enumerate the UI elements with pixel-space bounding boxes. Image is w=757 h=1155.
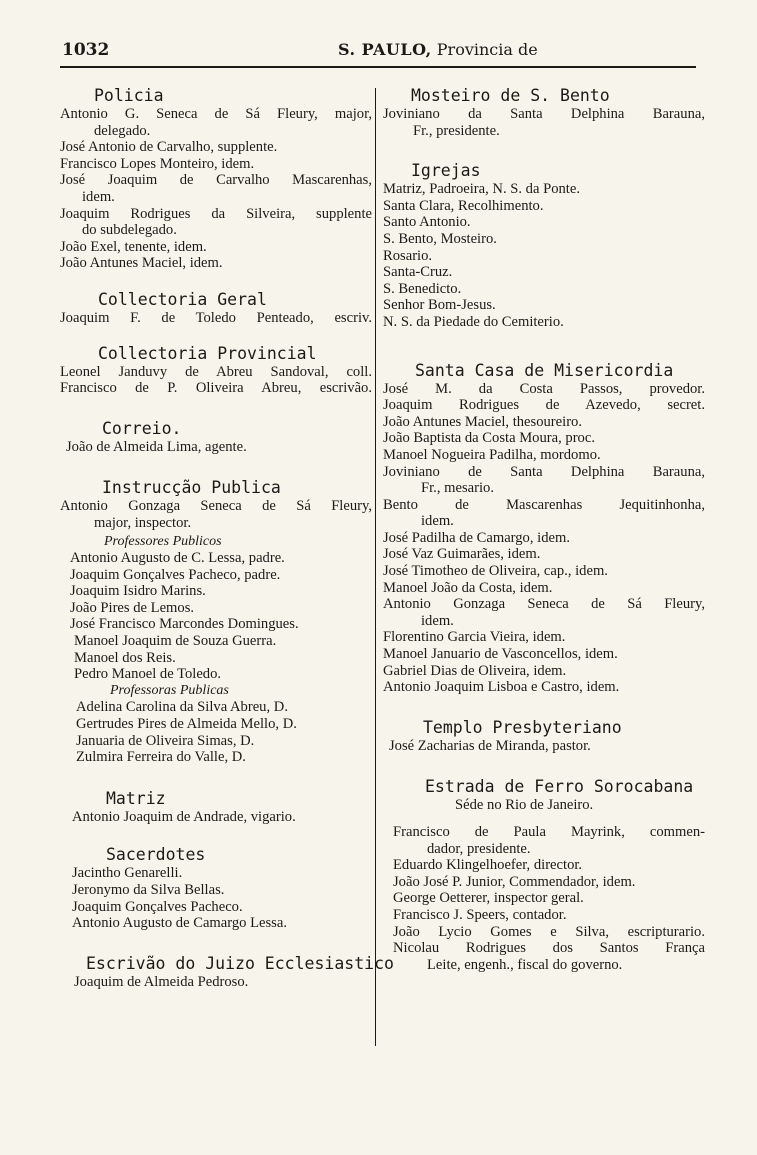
entry-line: Joaquim F. de Toledo Penteado, escriv.: [60, 309, 372, 326]
section-title: Instrucção Publica: [102, 478, 281, 498]
section-matriz: [60, 789, 372, 826]
entry-line: Santa-Cruz.: [383, 264, 453, 281]
entry-line: idem.: [82, 188, 115, 205]
entry-line: José Timotheo de Oliveira, cap., idem.: [383, 563, 608, 580]
section-title: Santa Casa de Misericordia: [415, 360, 674, 380]
section-santa-casa: [383, 361, 705, 696]
section-title: Templo Presbyteriano: [423, 717, 622, 737]
entry-line: N. S. da Piedade do Cemiterio.: [383, 313, 564, 330]
section-title: Mosteiro de S. Bento: [411, 86, 610, 105]
entry-line: João Baptista da Costa Moura, proc.: [383, 430, 595, 447]
entry-line: S. Benedicto.: [383, 280, 462, 297]
entry-line: George Oetterer, inspector geral.: [393, 890, 584, 907]
entry-line: Pedro Manoel de Toledo.: [74, 666, 222, 683]
section-title: Sacerdotes: [106, 845, 206, 865]
entry-line: S. Bento, Mosteiro.: [383, 230, 497, 247]
entry-line: Joaquim Gonçalves Pacheco, padre.: [70, 566, 281, 583]
entry-line: Séde no Rio de Janeiro.: [455, 797, 594, 814]
section-escrivao: [60, 953, 394, 991]
entry-line: Manoel Januario de Vasconcellos, idem.: [383, 646, 618, 663]
right-column: [383, 86, 705, 973]
section-mosteiro: [383, 86, 705, 139]
entry-line: major, inspector.: [94, 514, 192, 531]
section-title: Matriz: [106, 788, 166, 808]
entry-line: Antonio Joaquim Lisboa e Castro, idem.: [383, 679, 620, 696]
entry-line: João Exel, tenente, idem.: [60, 238, 207, 255]
entry-line: Zulmira Ferreira do Valle, D.: [76, 749, 246, 766]
entry-line: João de Almeida Lima, agente.: [66, 438, 247, 455]
entry-line: Gertrudes Pires de Almeida Mello, D.: [76, 716, 297, 733]
entry-line: Leonel Janduvy de Abreu Sandoval, coll.: [60, 363, 372, 380]
subsection-title: Professores Publicos: [104, 533, 222, 549]
section-policia: [60, 86, 372, 272]
entry-line: Joaquim Rodrigues de Azevedo, secret.: [383, 397, 705, 414]
entry-line: João José P. Junior, Commendador, idem.: [393, 873, 636, 890]
running-header: [60, 36, 696, 68]
entry-line: Joviniano de Santa Delphina Barauna,: [383, 463, 705, 480]
section-title: Estrada de Ferro Sorocabana: [425, 777, 694, 797]
entry-line: Joaquim de Almeida Pedroso.: [74, 973, 249, 990]
running-title: [338, 40, 538, 59]
entry-line: José M. da Costa Passos, provedor.: [383, 380, 705, 397]
entry-line: Francisco de Paula Mayrink, commen-: [393, 824, 705, 840]
entry-line: Manoel Nogueira Padilha, mordomo.: [383, 446, 601, 463]
section-title: Igrejas: [411, 161, 481, 181]
entry-line: Santo Antonio.: [383, 214, 471, 231]
entry-line: Manoel Joaquim de Souza Guerra.: [74, 633, 277, 650]
province-label: Provincia de: [436, 40, 538, 59]
subsection-title: Professoras Publicas: [110, 682, 229, 698]
entry-line: Antonio Augusto de Camargo Lessa.: [72, 915, 287, 932]
entry-line: delegado.: [94, 122, 151, 139]
entry-line: dador, presidente.: [427, 840, 531, 857]
entry-line: Florentino Garcia Vieira, idem.: [383, 629, 566, 646]
section-title: Escrivão do Juizo Ecclesiastico: [86, 953, 394, 973]
entry-line: Bento de Mascarenhas Jequitinhonha,: [383, 496, 705, 513]
entry-line: José Joaquim de Carvalho Mascarenhas,: [60, 172, 372, 189]
entry-line: Eduardo Klingelhoefer, director.: [393, 857, 583, 874]
province-city: S. PAULO,: [338, 40, 432, 59]
entry-line: Joaquim Isidro Marins.: [70, 583, 206, 600]
section-title: Correio.: [102, 418, 182, 438]
entry-line: José Vaz Guimarães, idem.: [383, 546, 541, 563]
section-collectoria-provincial: [60, 344, 372, 397]
entry-line: idem.: [421, 612, 454, 629]
section-igrejas: [383, 161, 705, 330]
entry-line: Antonio Gonzaga Seneca de Sá Fleury,: [60, 498, 372, 515]
section-title: Collectoria Geral: [98, 289, 267, 309]
entry-line: Joviniano da Santa Delphina Barauna,: [383, 106, 705, 122]
entry-line: Fr., mesario.: [421, 480, 494, 497]
entry-line: Joaquim Gonçalves Pacheco.: [72, 898, 243, 915]
entry-line: idem.: [421, 513, 454, 530]
entry-line: Francisco Lopes Monteiro, idem.: [60, 155, 255, 172]
entry-line: Antonio Augusto de C. Lessa, padre.: [70, 550, 285, 567]
entry-line: José Antonio de Carvalho, supplente.: [60, 139, 278, 156]
entry-line: Fr., presidente.: [413, 122, 500, 139]
entry-line: Francisco de P. Oliveira Abreu, escrivão.: [60, 380, 372, 397]
entry-line: Santa Clara, Recolhimento.: [383, 197, 544, 214]
entry-line: Matriz, Padroeira, N. S. da Ponte.: [383, 181, 580, 198]
entry-line: Jeronymo da Silva Bellas.: [72, 882, 225, 898]
page-number: 1032: [62, 40, 110, 60]
entry-line: Antonio G. Seneca de Sá Fleury, major,: [60, 106, 372, 122]
entry-line: Leite, engenh., fiscal do governo.: [427, 956, 623, 973]
entry-line: José Padilha de Camargo, idem.: [383, 529, 570, 546]
section-estrada-de-ferro: [383, 777, 705, 973]
entry-line: João Lycio Gomes e Silva, escripturario.: [393, 923, 705, 940]
entry-line: João Antunes Maciel, idem.: [60, 255, 223, 272]
entry-line: Jacintho Genarelli.: [72, 865, 183, 882]
section-title: Policia: [94, 86, 164, 105]
entry-line: João Antunes Maciel, thesoureiro.: [383, 413, 582, 430]
entry-line: Gabriel Dias de Oliveira, idem.: [383, 662, 567, 679]
entry-line: Senhor Bom-Jesus.: [383, 297, 496, 314]
section-sacerdotes: [60, 845, 372, 931]
entry-line: Manoel João da Costa, idem.: [383, 579, 553, 596]
entry-line: Antonio Gonzaga Seneca de Sá Fleury,: [383, 596, 705, 613]
section-instruccao-publica: [60, 478, 372, 766]
entry-line: João Pires de Lemos.: [70, 599, 195, 616]
entry-line: Joaquim Rodrigues da Silveira, supplente: [60, 205, 372, 222]
entry-line: Adelina Carolina da Silva Abreu, D.: [76, 699, 288, 716]
entry-line: Rosario.: [383, 247, 433, 264]
left-column: [60, 86, 394, 990]
entry-line: José Zacharias de Miranda, pastor.: [389, 737, 591, 754]
entry-line: Januaria de Oliveira Simas, D.: [76, 732, 255, 749]
entry-line: José Francisco Marcondes Domingues.: [70, 616, 299, 633]
entry-line: Francisco J. Speers, contador.: [393, 906, 567, 923]
entry-line: Antonio Joaquim de Andrade, vigario.: [72, 808, 296, 825]
section-title: Collectoria Provincial: [98, 343, 317, 363]
section-collectoria-geral: [60, 290, 372, 327]
entry-line: do subdelegado.: [82, 222, 177, 239]
section-templo: [383, 718, 705, 755]
column-divider: [375, 88, 376, 1046]
entry-line: Manoel dos Reis.: [74, 649, 176, 666]
section-correio: [60, 419, 372, 456]
entry-line: Nicolau Rodrigues dos Santos França: [393, 940, 705, 957]
